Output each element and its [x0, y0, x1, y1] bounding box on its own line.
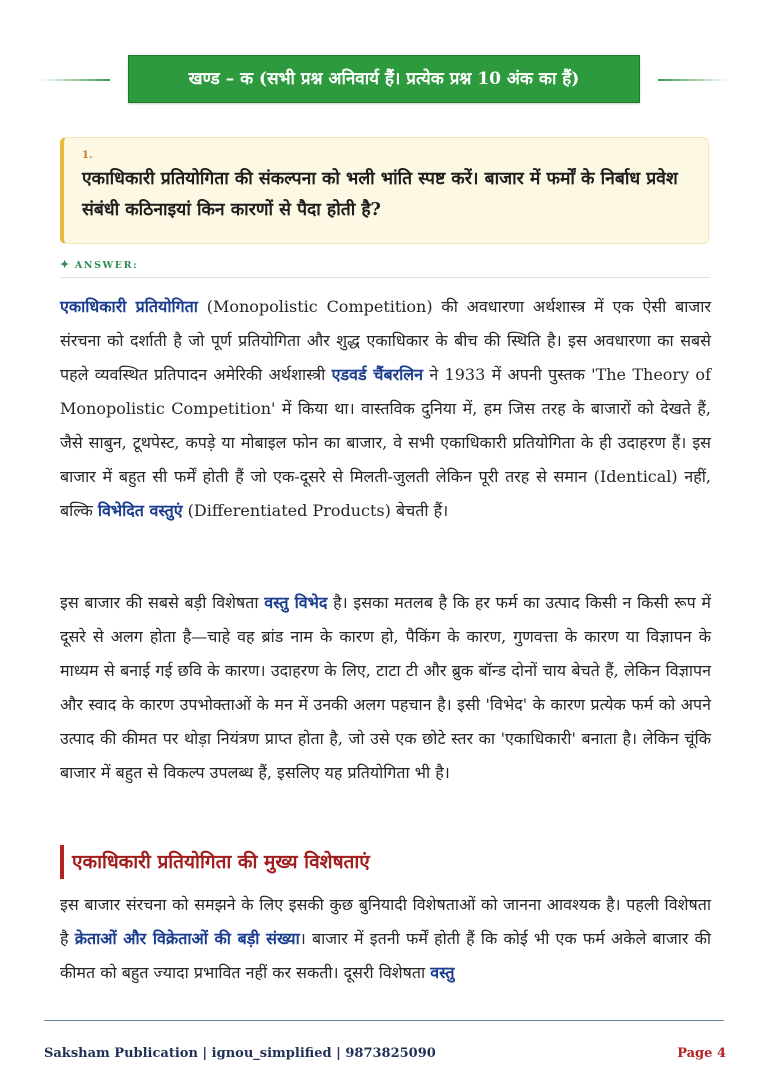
key-term: क्रेताओं और विक्रेताओं की बड़ी संख्या — [74, 929, 300, 948]
paragraph-text: ने 1933 में अपनी पुस्तक 'The Theory of Monopolistic Competition' में किया था। वास्तविक दुनिया में, हम जिस तरह के बाजारों को देखते हैं, जैसे साबुन, टूथपेस्ट, कपड़े या मोबाइल फोन का बाजार, वे सभी एकाधिकारी प्रतियोगिता के ही उदाहरण हैं। इस बाजार में बहुत सी फर्में होती हैं जो एक-दूसरे से मिलती-जुलती लेकिन पूरी तरह से समान (Identical) नहीं, बल्कि — [60, 365, 711, 520]
paragraph-text: (Monopolistic Competition) की अवधारणा अर्थशास्त्र में एक ऐसी बाजार संरचना को दर्शाती है जो पूर्ण प्रतियोगिता और शुद्ध एकाधिकार के बीच की स्थिति है। इस अवधारणा का सबसे पहले व्यवस्थित प्रतिपादन अमेरिकी अर्थशास्त्री — [60, 297, 711, 384]
answer-paragraph-2 — [60, 586, 711, 790]
section-divider-right — [658, 79, 728, 81]
key-term: वस्तु — [430, 963, 455, 982]
key-term: वस्तु विभेद — [264, 593, 328, 612]
sparkle-icon: ✦ — [60, 258, 71, 271]
footer-divider — [44, 1020, 724, 1021]
answer-label-text: ANSWER: — [74, 260, 139, 271]
section-title: खण्ड – क (सभी प्रश्न अनिवार्य हैं। प्रत्येक प्रश्न 10 अंक का हैं) — [128, 55, 640, 103]
key-term: एडवर्ड चैंबरलिन — [331, 365, 424, 384]
sub-heading: एकाधिकारी प्रतियोगिता की मुख्य विशेषताएं — [60, 845, 370, 879]
section-header — [40, 54, 728, 106]
paragraph-text: । बाजार में इतनी फर्में होती हैं कि कोई भी एक फर्म अकेले बाजार की कीमत को बहुत ज्यादा प्रभावित नहीं कर सकती। दूसरी विशेषता — [60, 929, 712, 982]
footer-publisher: Saksham Publication | ignou_simplified | 9873825090 — [44, 1046, 436, 1061]
key-term: विभेदित वस्तुएं — [97, 501, 183, 520]
paragraph-text: इस बाजार संरचना को समझने के लिए इसकी कुछ बुनियादी विशेषताओं को जानना आवश्यक है। पहली विशेषता है — [60, 895, 711, 948]
question-text: एकाधिकारी प्रतियोगिता की संकल्पना को भली भांति स्पष्ट करें। बाजार में फर्मों के निर्बाध प्रवेश संबंधी कठिनाइयां किन कारणों से पैदा होती है? — [82, 169, 678, 220]
paragraph-text: इस बाजार की सबसे बड़ी विशेषता — [60, 593, 265, 612]
answer-divider — [60, 277, 710, 278]
question-box — [60, 137, 709, 244]
paragraph-text: (Differentiated Products) बेचती हैं। — [182, 501, 449, 520]
question-number: 1. — [82, 150, 93, 161]
answer-paragraph-1 — [60, 290, 711, 528]
section-divider-left — [40, 79, 110, 81]
paragraph-text: है। इसका मतलब है कि हर फर्म का उत्पाद किसी न किसी रूप में दूसरे से अलग होता है—चाहे वह ब्रांड नाम के कारण हो, पैकिंग के कारण, गुणवत्ता के कारण या विज्ञापन के माध्यम से बनाई गई छवि के कारण। उदाहरण के लिए, टाटा टी और ब्रुक बॉन्ड दोनों चाय बेचते हैं, लेकिन विज्ञापन और स्वाद के कारण उपभोक्ताओं के मन में उनकी अलग पहचान है। इसी 'विभेद' के कारण प्रत्येक फर्म को अपने उत्पाद की कीमत पर थोड़ा नियंत्रण प्राप्त होता है, जो उसे एक छोटे स्तर का 'एकाधिकारी' बनाता है। लेकिन चूंकि बाजार में बहुत से विकल्प उपलब्ध हैं, इसलिए यह प्रतियोगिता भी है। — [60, 593, 711, 782]
page-number: Page 4 — [677, 1046, 726, 1061]
answer-paragraph-3 — [60, 888, 711, 990]
answer-label — [60, 258, 138, 271]
key-term: एकाधिकारी प्रतियोगिता — [60, 297, 198, 316]
